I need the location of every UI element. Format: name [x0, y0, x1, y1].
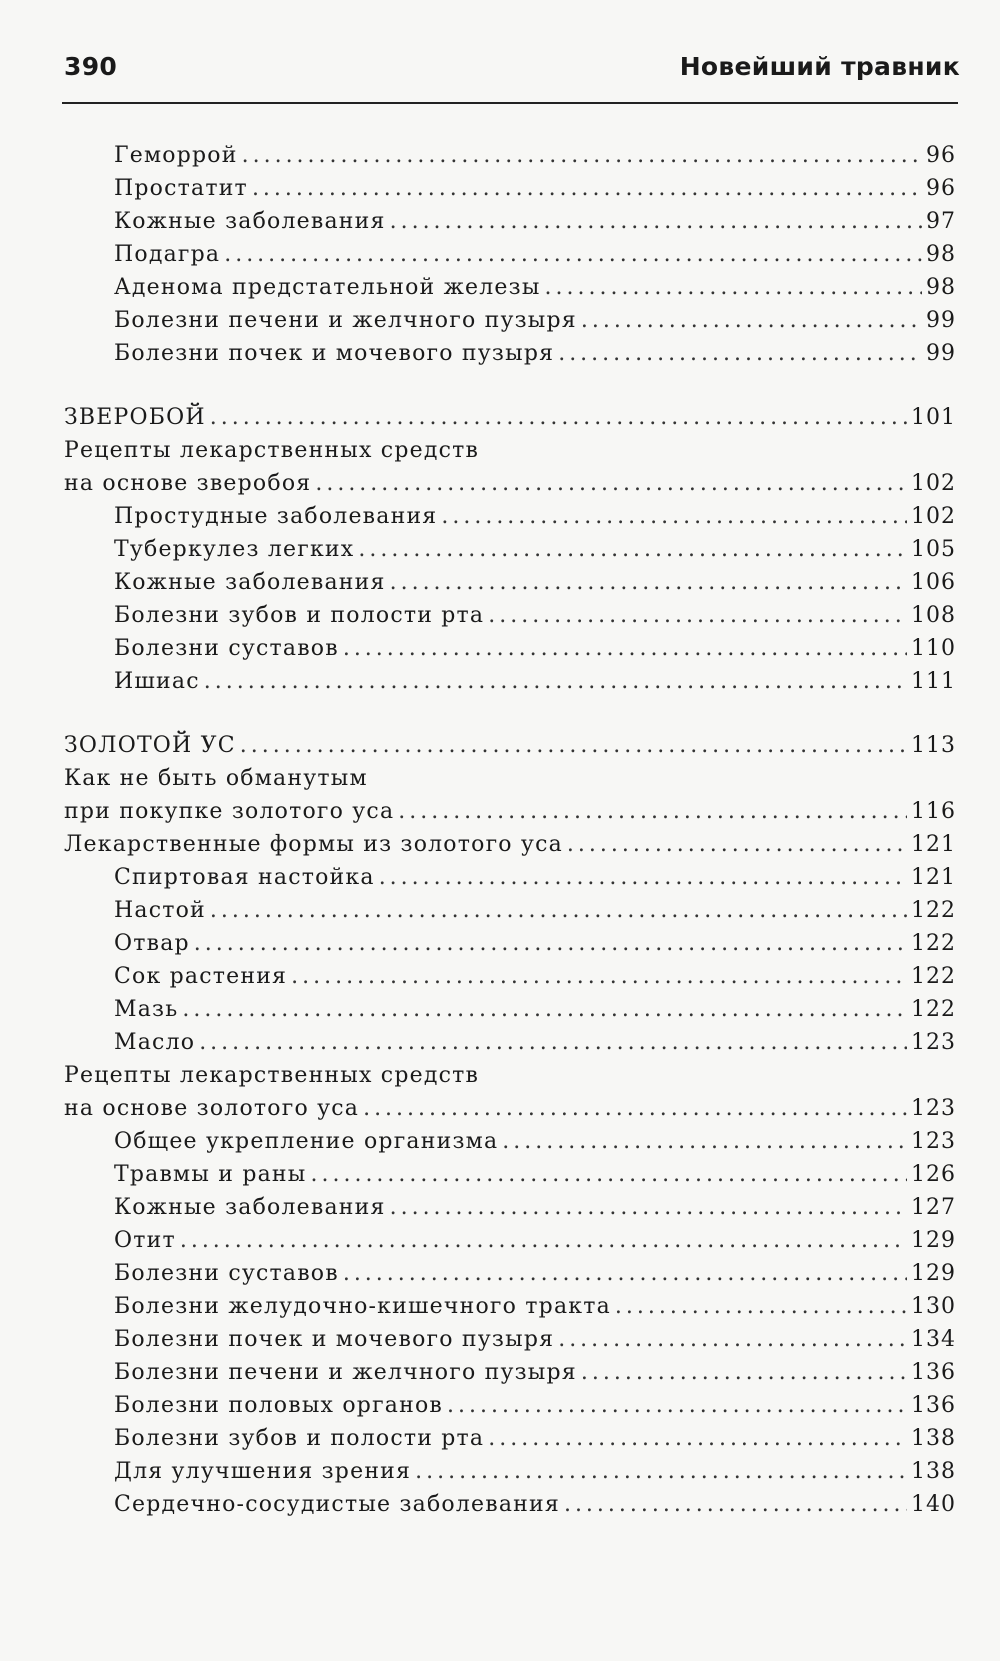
toc-entry[interactable]: Настой . . . 122 [64, 894, 956, 927]
book-title: Новейший травник [679, 52, 960, 81]
dot-leader [311, 1158, 907, 1191]
toc-section-recipes[interactable]: на основе зверобоя . . . 102 [64, 467, 956, 500]
toc-entry[interactable]: Отвар . . . 122 [64, 927, 956, 960]
dot-leader [379, 861, 907, 894]
toc-section-line: Рецепты лекарственных средств [64, 1063, 480, 1088]
toc-entry[interactable]: Простудные заболевания . . . 102 [64, 500, 956, 533]
dot-leader [194, 927, 907, 960]
dot-leader [210, 401, 907, 434]
toc-section-line: Как не быть обманутым [64, 766, 368, 791]
dot-leader [545, 271, 922, 304]
dot-leader [224, 238, 922, 271]
toc-entry[interactable]: Общее укрепление организма . . . 123 [64, 1125, 956, 1158]
toc-section-line: Рецепты лекарственных средств [64, 438, 480, 463]
toc-entry[interactable]: Сок растения . . . 122 [64, 960, 956, 993]
dot-leader [415, 1455, 907, 1488]
dot-leader [390, 1191, 907, 1224]
dot-leader [252, 172, 922, 205]
toc-entry[interactable]: Болезни суставов . . . 110 [64, 632, 956, 665]
dot-leader [358, 533, 907, 566]
toc-entry[interactable]: Болезни печени и желчного пузыря . . . 136 [64, 1356, 956, 1389]
toc-chapter-zveroboy[interactable]: ЗВЕРОБОЙ . . . 101 [64, 401, 956, 434]
toc-section-buy[interactable]: при покупке золотого уса . . . 116 [64, 795, 956, 828]
toc-section-recipes[interactable]: на основе золотого уса . . . 123 [64, 1092, 956, 1125]
toc-entry[interactable]: Кожные заболевания . . . 97 [64, 205, 956, 238]
toc-section-forms[interactable]: Лекарственные формы из золотого уса . . . 121 [64, 828, 956, 861]
dot-leader [564, 1488, 907, 1521]
toc-entry[interactable]: Подагра . . . 98 [64, 238, 956, 271]
toc-entry[interactable]: Геморрой . . . 96 [64, 139, 956, 172]
dot-leader [291, 960, 907, 993]
toc-entry[interactable]: Аденома предстательной железы . . . 98 [64, 271, 956, 304]
page-number: 390 [64, 52, 118, 81]
table-of-contents [64, 139, 956, 1521]
dot-leader [242, 139, 922, 172]
dot-leader [363, 1092, 907, 1125]
dot-leader [558, 1323, 907, 1356]
dot-leader [182, 993, 907, 1026]
toc-entry[interactable]: Кожные заболевания . . . 127 [64, 1191, 956, 1224]
toc-entry[interactable]: Мазь . . . 122 [64, 993, 956, 1026]
toc-entry[interactable]: Болезни суставов . . . 129 [64, 1257, 956, 1290]
toc-entry[interactable]: Болезни половых органов . . . 136 [64, 1389, 956, 1422]
toc-entry[interactable]: Болезни зубов и полости рта . . . 138 [64, 1422, 956, 1455]
toc-entry[interactable]: Болезни печени и желчного пузыря . . . 99 [64, 304, 956, 337]
dot-leader [567, 828, 907, 861]
toc-entry[interactable]: Болезни почек и мочевого пузыря . . . 99 [64, 337, 956, 370]
dot-leader [447, 1389, 907, 1422]
dot-leader [315, 467, 907, 500]
toc-entry[interactable]: Для улучшения зрения . . . 138 [64, 1455, 956, 1488]
dot-leader [558, 337, 922, 370]
dot-leader [210, 894, 907, 927]
dot-leader [502, 1125, 907, 1158]
dot-leader [488, 1422, 907, 1455]
toc-chapter-zolotoy-us[interactable]: ЗОЛОТОЙ УС . . . 113 [64, 729, 956, 762]
running-header [64, 52, 960, 81]
dot-leader [488, 599, 907, 632]
dot-leader [343, 1257, 907, 1290]
dot-leader [441, 500, 907, 533]
dot-leader [390, 205, 922, 238]
dot-leader [204, 665, 907, 698]
toc-entry[interactable]: Простатит . . . 96 [64, 172, 956, 205]
dot-leader [180, 1224, 907, 1257]
dot-leader [581, 304, 922, 337]
toc-entry[interactable]: Ишиас . . . 111 [64, 665, 956, 698]
dot-leader [343, 632, 907, 665]
dot-leader [199, 1026, 907, 1059]
dot-leader [398, 795, 907, 828]
toc-entry[interactable]: Сердечно-сосудистые заболевания . . . 140 [64, 1488, 956, 1521]
toc-entry[interactable]: Отит . . . 129 [64, 1224, 956, 1257]
toc-entry[interactable]: Болезни зубов и полости рта . . . 108 [64, 599, 956, 632]
toc-entry[interactable]: Болезни почек и мочевого пузыря . . . 134 [64, 1323, 956, 1356]
header-rule [62, 102, 958, 104]
dot-leader [390, 566, 907, 599]
toc-entry[interactable]: Травмы и раны . . . 126 [64, 1158, 956, 1191]
dot-leader [240, 729, 907, 762]
toc-entry[interactable]: Туберкулез легких . . . 105 [64, 533, 956, 566]
dot-leader [581, 1356, 907, 1389]
toc-entry[interactable]: Болезни желудочно-кишечного тракта . . . 130 [64, 1290, 956, 1323]
toc-entry[interactable]: Спиртовая настойка . . . 121 [64, 861, 956, 894]
toc-entry[interactable]: Кожные заболевания . . . 106 [64, 566, 956, 599]
toc-entry[interactable]: Масло . . . 123 [64, 1026, 956, 1059]
dot-leader [615, 1290, 907, 1323]
